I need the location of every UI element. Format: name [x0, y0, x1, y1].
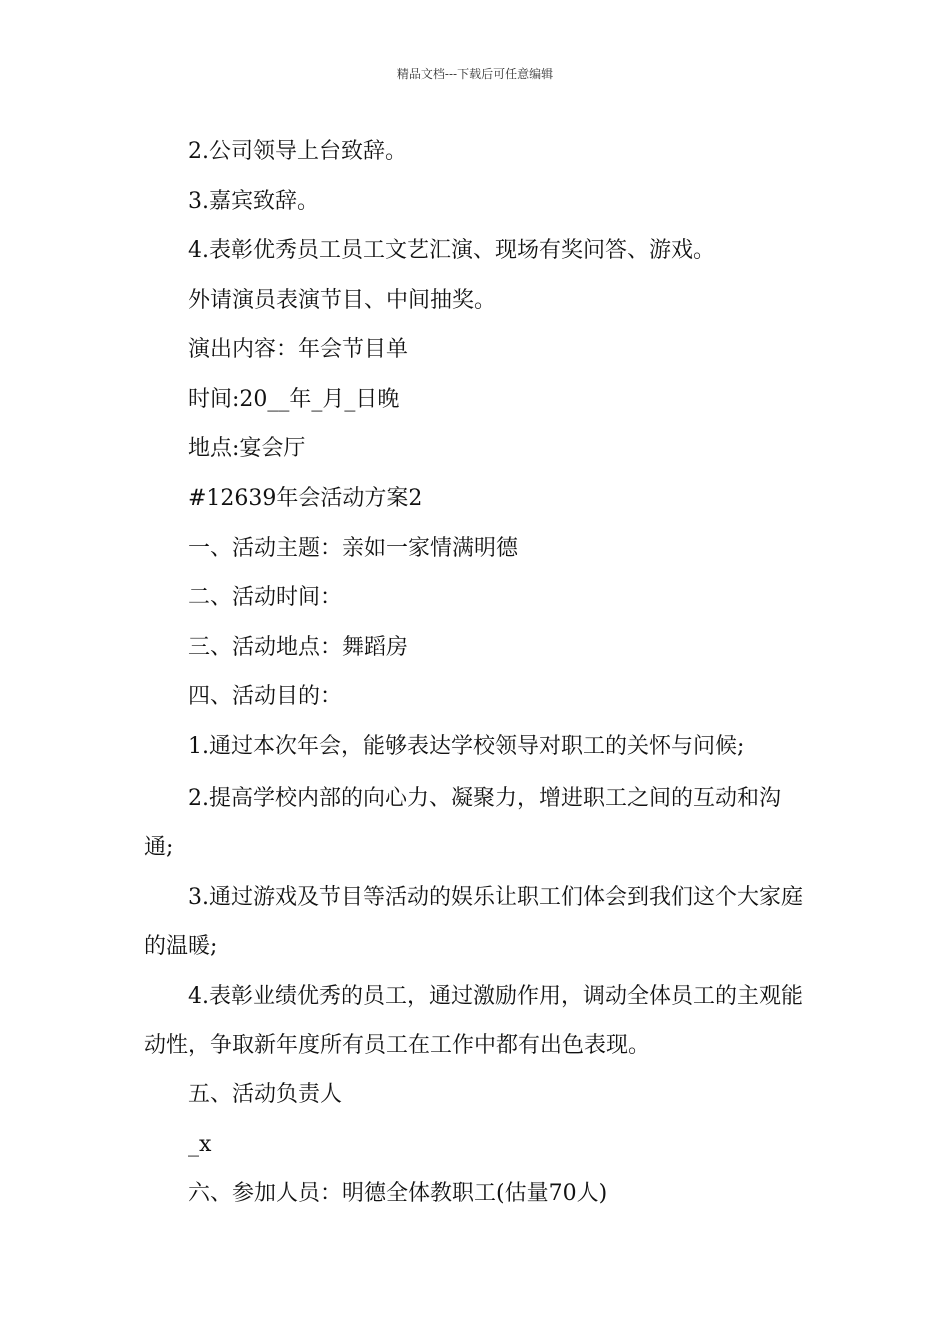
paragraph: 演出内容：年会节目单 — [188, 337, 409, 362]
paragraph: 3.通过游戏及节目等活动的娱乐让职工们体会到我们这个大家庭的温暖; — [144, 885, 803, 959]
paragraph: 二、活动时间： — [188, 585, 343, 610]
paragraph: 1.通过本次年会，能够表达学校领导对职工的关怀与问候; — [188, 734, 745, 759]
paragraph: 3.嘉宾致辞。 — [188, 189, 319, 214]
paragraph: 4.表彰优秀员工员工文艺汇演、现场有奖问答、游戏。 — [188, 238, 715, 263]
section-heading: #12639年会活动方案2 — [188, 486, 423, 511]
paragraph: 五、活动负责人 — [188, 1082, 343, 1107]
paragraph: _x — [188, 1132, 212, 1157]
paragraph: 4.表彰业绩优秀的员工，通过激励作用，调动全体员工的主观能动性，争取新年度所有员工在工作中都有出色表现。 — [144, 984, 803, 1058]
paragraph: 六、参加人员：明德全体教职工(估量70人) — [188, 1181, 608, 1206]
paragraph: 外请演员表演节目、中间抽奖。 — [188, 288, 497, 313]
paragraph: 2.公司领导上台致辞。 — [188, 139, 407, 164]
paragraph: 时间:20__年_月_日晚 — [188, 387, 400, 412]
paragraph: 四、活动目的： — [188, 684, 343, 709]
paragraph: 三、活动地点：舞蹈房 — [188, 635, 409, 660]
page-header: 精品文档---下载后可任意编辑 — [396, 67, 554, 81]
paragraph: 地点:宴会厅 — [188, 436, 306, 461]
paragraph: 一、活动主题：亲如一家情满明德 — [188, 536, 519, 561]
paragraph: 2.提高学校内部的向心力、凝聚力，增进职工之间的互动和沟通; — [144, 786, 781, 860]
